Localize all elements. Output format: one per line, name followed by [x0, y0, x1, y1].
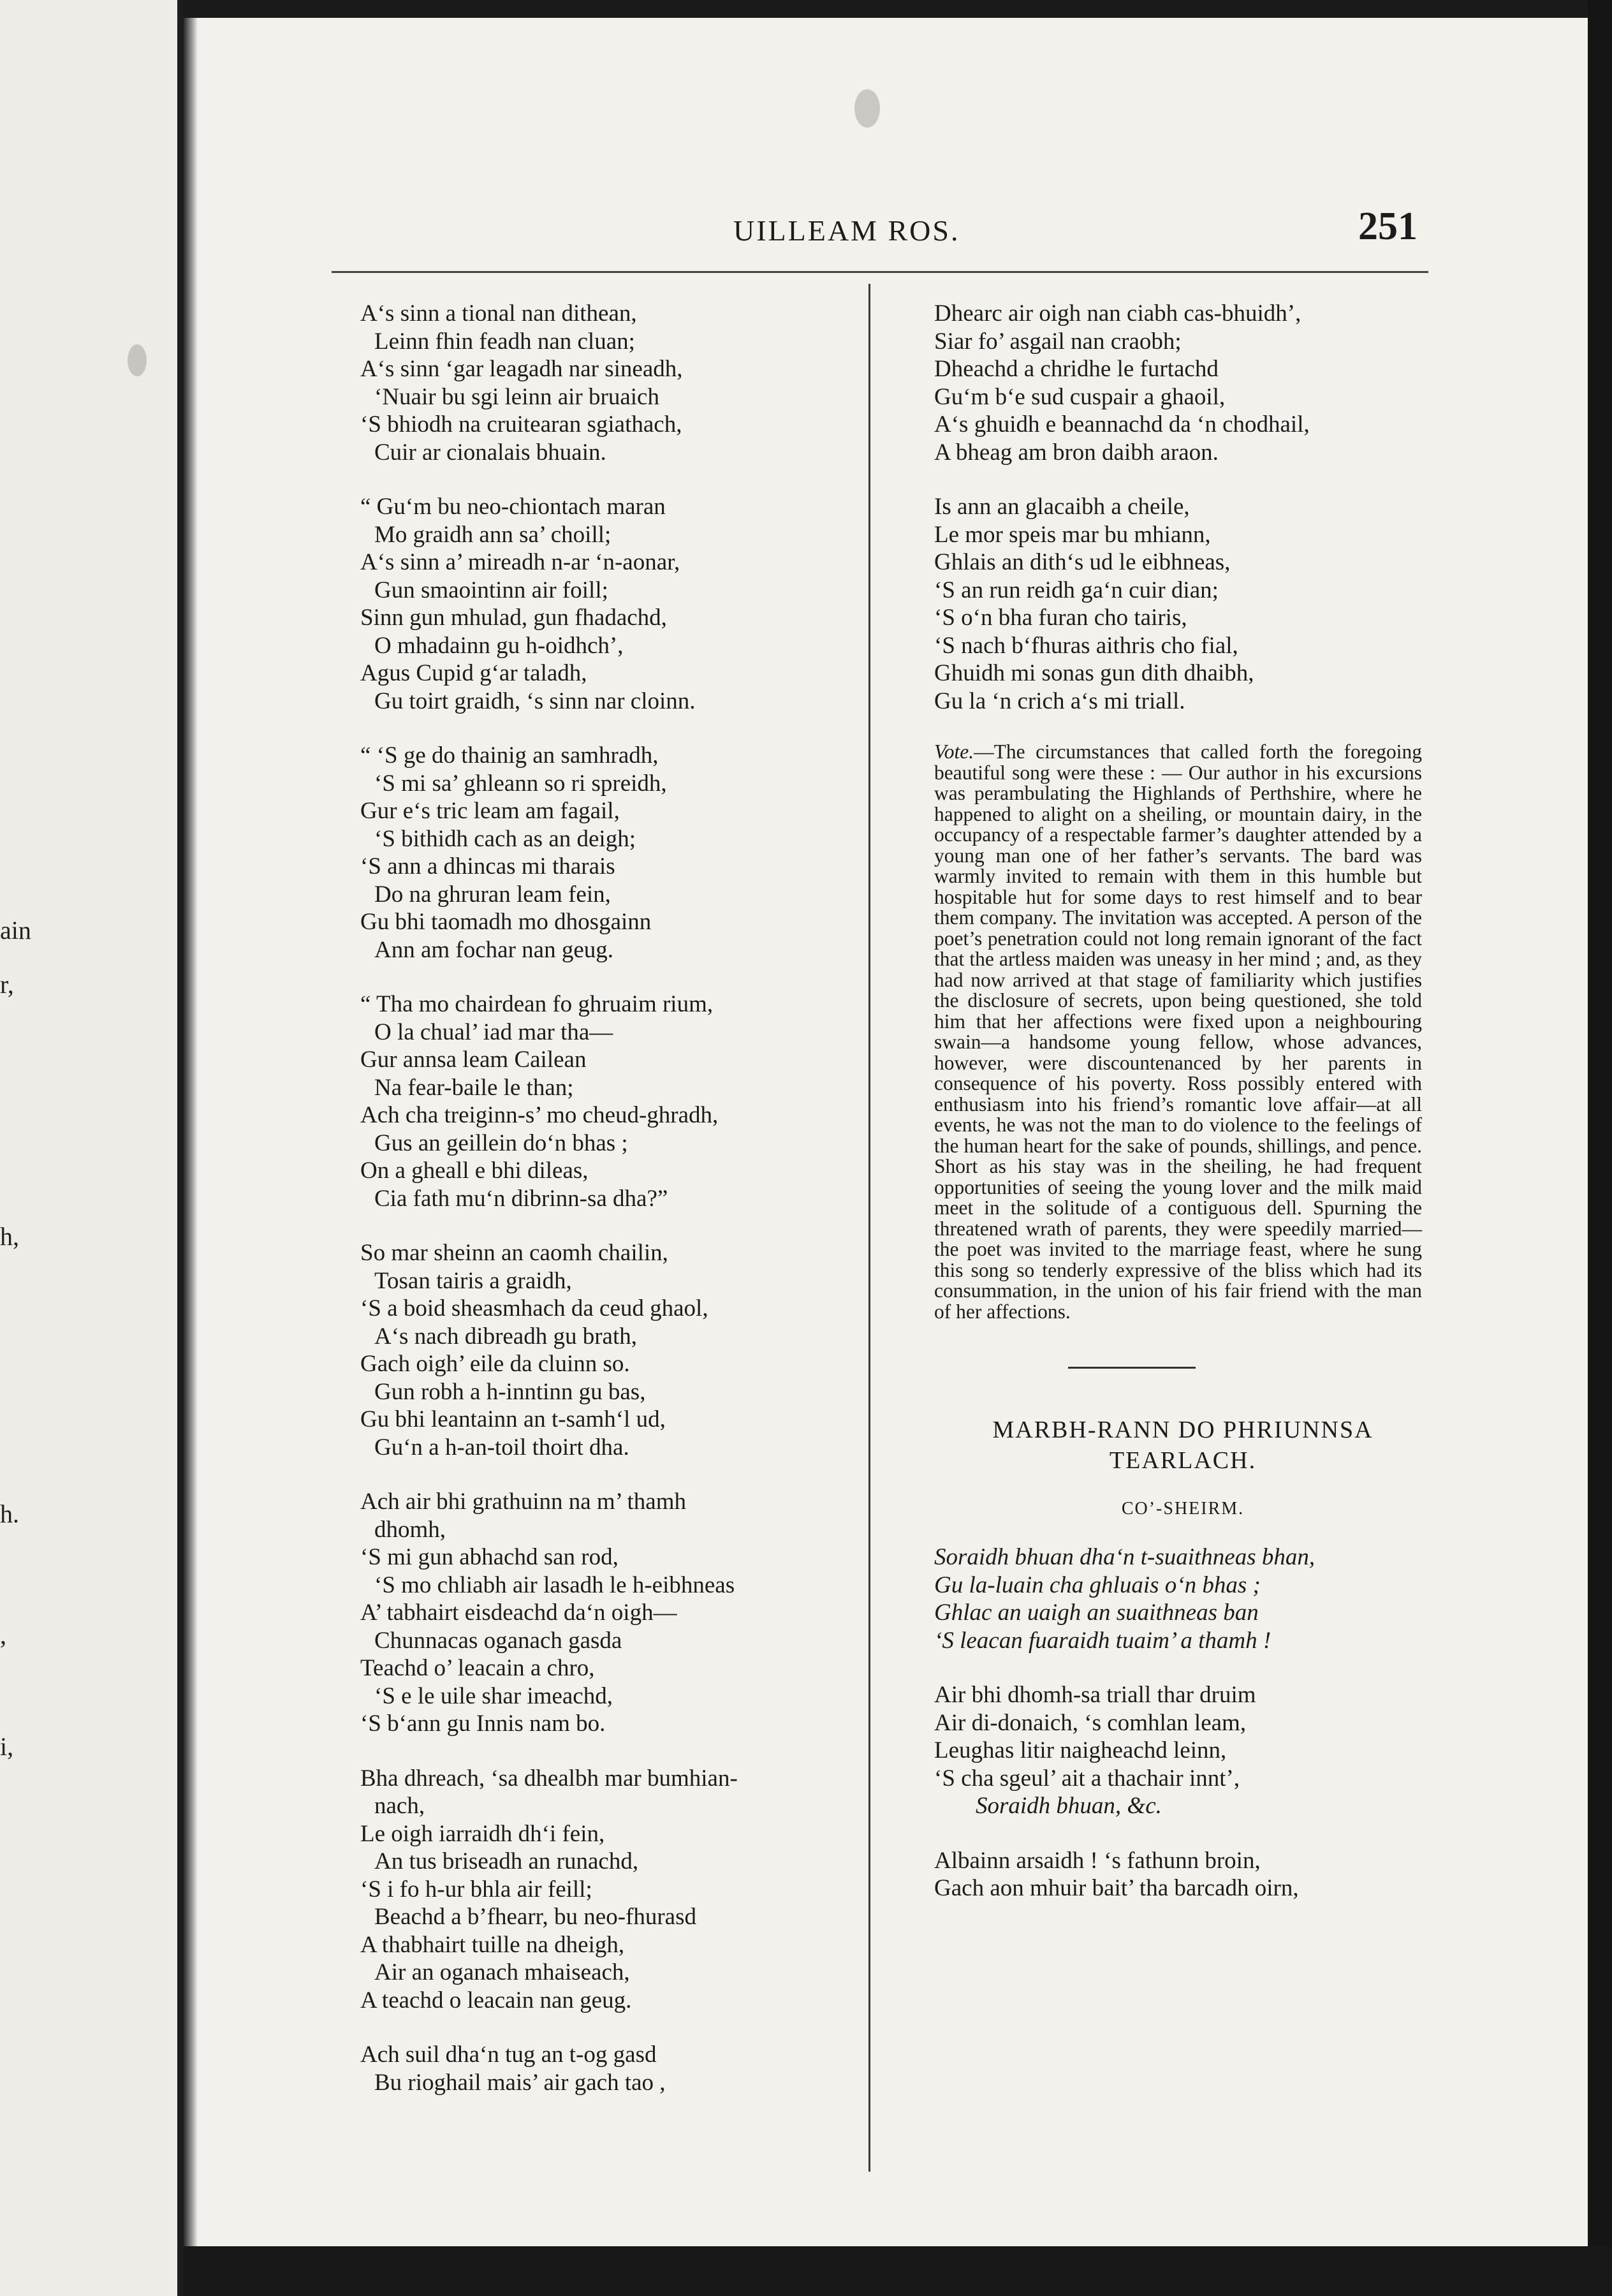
poem-line: Ghuidh mi sonas gun dith dhaibh,: [934, 660, 1254, 686]
poem-line: ‘S mo chliabh air lasadh le h-eibhneas: [374, 1571, 735, 1598]
section-title-line1: MARBH-RANN DO PHRIUNNSA: [992, 1417, 1374, 1443]
poem-line: Sinn gun mhulad, gun fhadachd,: [360, 605, 667, 631]
poem-line: A’ tabhairt eisdeachd da‘n oigh—: [360, 1600, 677, 1626]
poem-line: A thabhairt tuille na dheigh,: [360, 1931, 625, 1958]
poem-line: Gus an geillein do‘n bhas ;: [374, 1130, 628, 1156]
stanza: [360, 2041, 858, 2096]
poem-line: O la chual’ iad mar tha—: [374, 1019, 613, 1045]
poem-line: ‘S bithidh cach as an deigh;: [374, 825, 636, 852]
poem-line: Ann am fochar nan geug.: [374, 936, 614, 963]
section-subtitle: CO’-SHEIRM.: [1121, 1499, 1245, 1519]
poem-line: Ghlac an uaigh an suaithneas ban: [934, 1600, 1259, 1626]
poem-line: Albainn arsaidh ! ‘s fathunn broin,: [934, 1847, 1261, 1874]
note-label: Vote.: [934, 740, 974, 763]
poem-line: Gur annsa leam Cailean: [360, 1047, 587, 1073]
facing-page-fragment: h.: [0, 1499, 19, 1528]
editorial-note: [934, 742, 1422, 1322]
poem-line: ‘S i fo h-ur bhla air feill;: [360, 1876, 592, 1902]
section-divider: [1068, 1367, 1196, 1369]
poem-line: Gun robh a h-inntinn gu bas,: [374, 1378, 646, 1405]
facing-page-fragment: i,: [0, 1732, 14, 1761]
poem-line: Gu bhi leantainn an t-samh‘l ud,: [360, 1406, 666, 1432]
poem-line: Is ann an glacaibh a cheile,: [934, 494, 1190, 520]
poem-line: “ ‘S ge do thainig an samhradh,: [360, 742, 659, 769]
poem-line: Ghlais an dith‘s ud le eibhneas,: [934, 549, 1231, 575]
poem-line: So mar sheinn an caomh chailin,: [360, 1240, 668, 1266]
poem-line: Le mor speis mar bu mhiann,: [934, 521, 1211, 548]
poem-line: Gu‘n a h-an-toil thoirt dha.: [374, 1434, 629, 1461]
stanza: [360, 1239, 858, 1461]
poem-line: Ach suil dha‘n tug an t-og gasd: [360, 2042, 657, 2068]
scan-border-bottom: [184, 2246, 1612, 2296]
poem-line: ‘S ann a dhincas mi tharais: [360, 853, 615, 879]
poem-line: Air bhi dhomh-sa triall thar druim: [934, 1682, 1256, 1708]
ink-smudge: [854, 89, 880, 128]
poem-line: Bha dhreach, ‘sa dhealbh mar bumhian-: [360, 1765, 738, 1792]
right-column: [934, 300, 1432, 1929]
poem-line: Dhearc air oigh nan ciabh cas-bhuidh’,: [934, 300, 1301, 327]
poem-line: On a gheall e bhi dileas,: [360, 1158, 589, 1184]
stanza: [360, 493, 858, 715]
facing-page-fragment: ,: [0, 1621, 6, 1649]
poem-line: ‘S mi gun abhachd san rod,: [360, 1544, 619, 1570]
poem-line: Gun smaointinn air foill;: [374, 577, 608, 603]
poem-line: ‘S cha sgeul’ ait a thachair innt’,: [934, 1765, 1240, 1792]
note-text: —The circumstances that called forth the foregoing beautiful song were these : — Our author in his excursions was perambulating the Highlands of Perthshire, where he happened to alight on a sheiling, or mountain dairy, in the occupancy of a respectable farmer’s daughter attended by a young man one of her father’s servants. The bard was warmly invited to remain with them in this humble but hospitable hut for some days to rest himself and to bear them company. The invitation was accepted. A person of the poet’s penetration could not long remain ignorant of the fact that the artless maiden was uneasy in her mind ; and, as they had now arrived at that stage of familiarity which justifies the disclosure of secrets, upon being questioned, she told him that her affections were fixed upon a neighbouring swain—a handsome young fellow, whose advances, however, were discountenanced by her parents in consequence of his poverty. Ross possibly entered with enthusiasm into his friend’s romantic love affair—at all events, he was not the man to do violence to the feelings of the human heart for the sake of pounds, shillings, and pence. Short as his stay was in the sheiling, he had frequent opportunities of seeing the young lover and the milk maid meet in the solitude of a contiguous dell. Spurning the threatened wrath of parents, they were speedily married—the poet was invited to the marriage feast, where he sung this song so tenderly expressive of the bliss which had its consummation, in the union of his fair friend with the man of her affections.: [934, 740, 1422, 1323]
poem-line: ‘S o‘n bha furan cho tairis,: [934, 605, 1187, 631]
verse-stanza: [934, 1847, 1432, 1902]
facing-page-fragment: ain: [0, 916, 31, 945]
poem-line: Gu toirt graidh, ‘s sinn nar cloinn.: [374, 688, 696, 714]
poem-line: ‘S leacan fuaraidh tuaim’ a thamh !: [934, 1627, 1271, 1654]
poem-line: Gu la-luain cha ghluais o‘n bhas ;: [934, 1571, 1261, 1598]
scan-border-right: [1588, 0, 1612, 2296]
poem-line: A‘s ghuidh e beannachd da ‘n chodhail,: [934, 411, 1310, 438]
poem-line: Leughas litir naigheachd leinn,: [934, 1737, 1227, 1763]
poem-line: Do na ghruran leam fein,: [374, 881, 611, 908]
stanza: [360, 990, 858, 1212]
poem-line: ‘S mi sa’ ghleann so ri spreidh,: [374, 770, 667, 797]
poem-line: ‘S bhiodh na cruitearan sgiathach,: [360, 411, 682, 438]
gutter-shadow: [184, 0, 198, 2296]
poem-line: A bheag am bron daibh araon.: [934, 439, 1219, 466]
facing-page-edge: [0, 0, 184, 2296]
verse-stanza: [934, 1681, 1432, 1820]
poem-line: Ach cha treiginn-s’ mo cheud-ghradh,: [360, 1102, 719, 1128]
poem-line: Na fear-baile le than;: [374, 1074, 574, 1101]
poem-line: ‘S an run reidh ga‘n cuir dian;: [934, 577, 1219, 603]
poem-line: Teachd o’ leacain a chro,: [360, 1655, 595, 1681]
poem-line: Gu la ‘n crich a‘s mi triall.: [934, 688, 1185, 714]
poem-line: Cia fath mu‘n dibrinn-sa dha?”: [374, 1185, 668, 1212]
page-number: 251: [1358, 205, 1418, 248]
stanza: [934, 493, 1432, 715]
header-rule: [332, 271, 1428, 273]
poem-line: ‘S nach b‘fhuras aithris cho fial,: [934, 632, 1238, 659]
poem-line: O mhadainn gu h-oidhch’,: [374, 632, 624, 659]
poem-line: Ach air bhi grathuinn na m’ thamh: [360, 1489, 687, 1515]
poem-line: Gach aon mhuir bait’ tha barcadh oirn,: [934, 1875, 1299, 1901]
poem-line: A‘s nach dibreadh gu brath,: [374, 1323, 638, 1350]
poem-line: dhomh,: [374, 1516, 446, 1543]
stanza: [360, 1765, 858, 2015]
poem-line: Gur e‘s tric leam am fagail,: [360, 798, 620, 824]
poem-line: Air an oganach mhaiseach,: [374, 1959, 630, 1985]
column-divider: [868, 284, 870, 2172]
poem-line: ‘S b‘ann gu Innis nam bo.: [360, 1711, 606, 1737]
facing-page-fragment: h,: [0, 1222, 19, 1251]
poem-line: Le oigh iarraidh dh‘i fein,: [360, 1820, 605, 1847]
poem-line: A teachd o leacain nan geug.: [360, 1987, 632, 2013]
poem-line: Mo graidh ann sa’ choill;: [374, 521, 612, 548]
section-title-line2: TEARLACH.: [1109, 1447, 1257, 1474]
refrain-line: Soraidh bhuan, &c.: [976, 1793, 1162, 1819]
poem-line: Tosan tairis a graidh,: [374, 1267, 572, 1294]
poem-line: Beachd a b’fhearr, bu neo-fhurasd: [374, 1904, 696, 1930]
ink-smudge: [128, 344, 147, 376]
poem-line: ‘S a boid sheasmhach da ceud ghaol,: [360, 1295, 708, 1321]
poem-line: “ Tha mo chairdean fo ghruaim rium,: [360, 991, 714, 1017]
facing-page-fragment: r,: [0, 970, 14, 999]
poem-line: Siar fo’ asgail nan craobh;: [934, 328, 1182, 355]
right-column-poem: [934, 300, 1432, 715]
chorus-stanza: [934, 1543, 1432, 1654]
poem-line: An tus briseadh an runachd,: [374, 1848, 639, 1874]
poem-line: ‘S e le uile shar imeachd,: [374, 1682, 613, 1709]
poem-line: nach,: [374, 1793, 425, 1819]
running-title: UILLEAM ROS.: [733, 214, 960, 247]
poem-line: Air di-donaich, ‘s comhlan leam,: [934, 1709, 1247, 1736]
poem-line: “ Gu‘m bu neo-chiontach maran: [360, 494, 666, 520]
poem-line: Chunnacas oganach gasda: [374, 1627, 622, 1654]
poem-line: Soraidh bhuan dha‘n t-suaithneas bhan,: [934, 1544, 1315, 1570]
poem-line: Agus Cupid g‘ar taladh,: [360, 660, 587, 686]
scan-border-top: [184, 0, 1612, 18]
poem-line: Bu rioghail mais’ air gach tao ,: [374, 2069, 666, 2096]
stanza: [934, 300, 1432, 466]
stanza: [360, 1488, 858, 1738]
poem-line: Gach oigh’ eile da cluinn so.: [360, 1351, 630, 1377]
poem-line: Gu‘m b‘e sud cuspair a ghaoil,: [934, 383, 1226, 410]
stanza: [360, 300, 858, 466]
poem-line: A‘s sinn a’ mireadh n-ar ‘n-aonar,: [360, 549, 680, 575]
left-column-poem: [360, 300, 858, 2123]
poem-line: Gu bhi taomadh mo dhosgainn: [360, 909, 652, 935]
poem-line: A‘s sinn a tional nan dithean,: [360, 300, 637, 327]
section-title: [934, 1415, 1432, 1476]
poem-line: Cuir ar cionalais bhuain.: [374, 439, 606, 466]
stanza: [360, 742, 858, 964]
poem-line: A‘s sinn ‘gar leagadh nar sineadh,: [360, 356, 683, 382]
poem-line: Leinn fhin feadh nan cluan;: [374, 328, 635, 355]
poem-line: Dheachd a chridhe le furtachd: [934, 356, 1219, 382]
poem-line: ‘Nuair bu sgi leinn air bruaich: [374, 383, 659, 410]
